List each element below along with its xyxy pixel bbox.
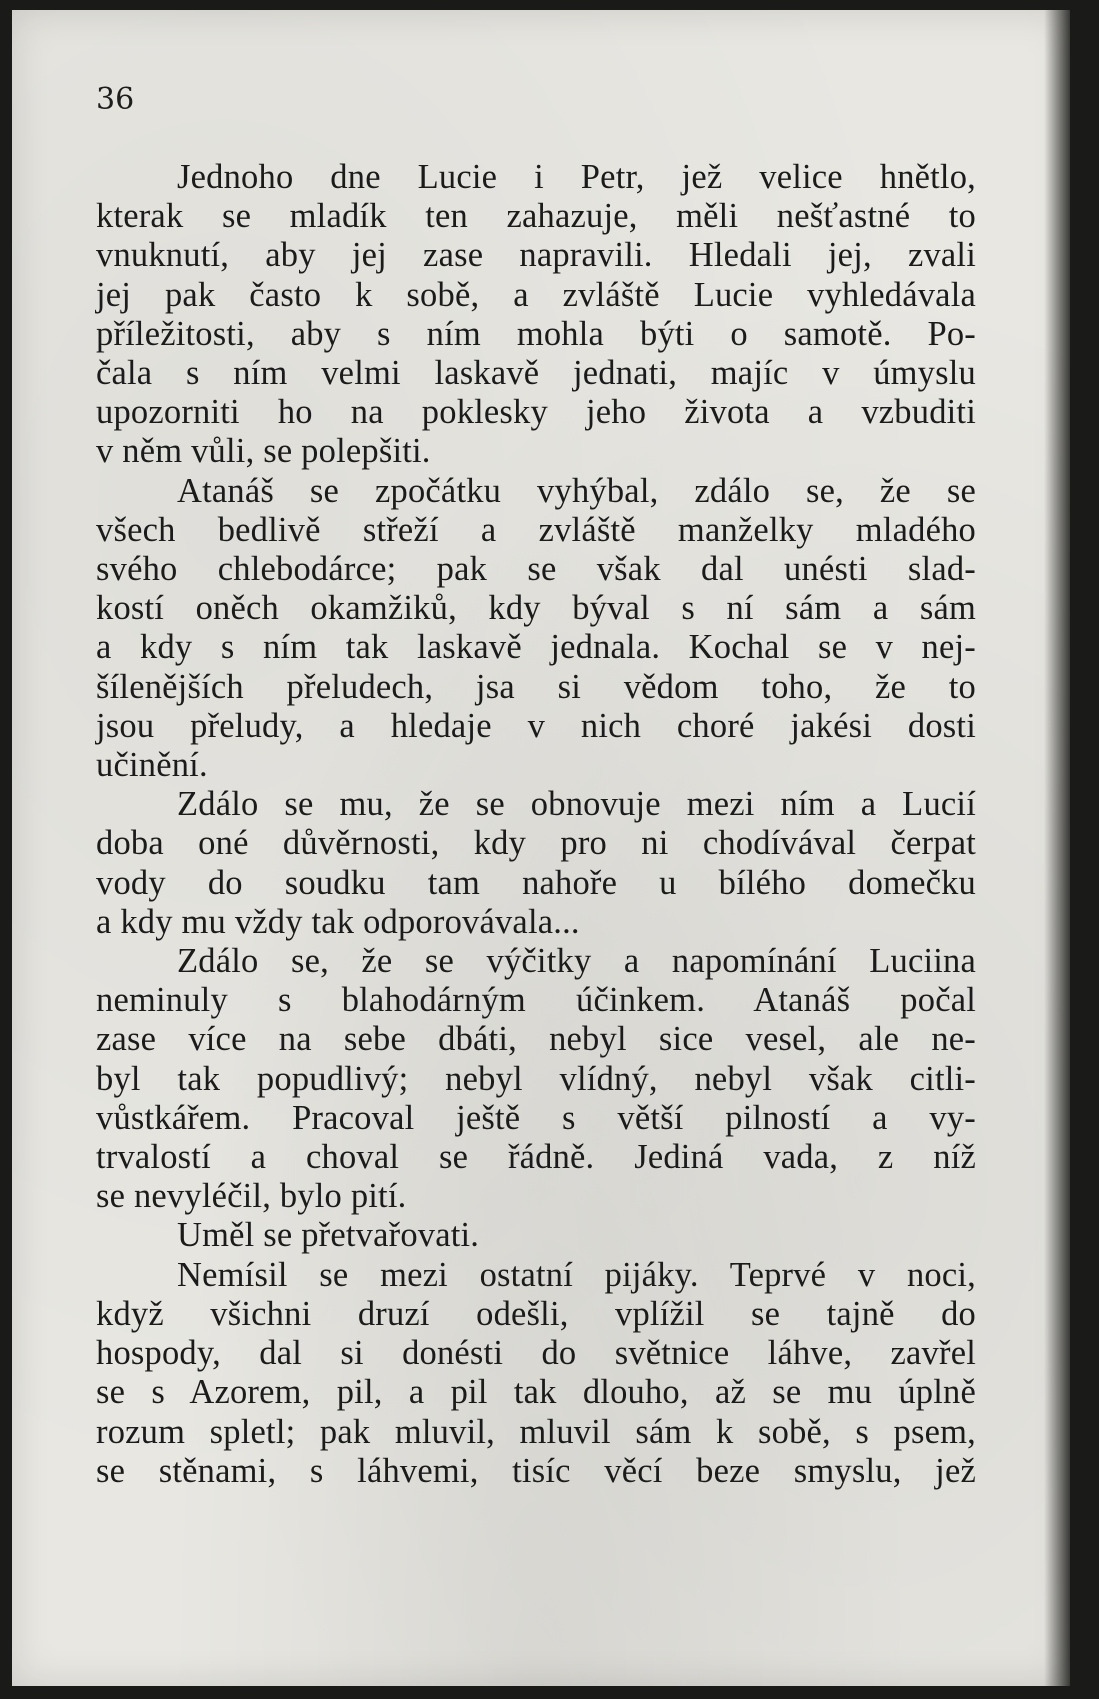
text-line: kostí oněch okamžiků, kdy býval s ní sám a sám <box>96 589 976 628</box>
text-line: se stěnami, s láhvemi, tisíc věcí beze smyslu, jež <box>96 1451 976 1490</box>
text-line: šílenějších přeludech, jsa si vědom toho, že to <box>96 667 976 706</box>
paragraph <box>96 472 976 786</box>
text-line: jej pak často k sobě, a zvláště Lucie vyhledávala <box>96 275 976 314</box>
text-line: v něm vůli, se polepšiti. <box>96 432 431 471</box>
text-line: Zdálo se mu, že se obnovuje mezi ním a Lucií <box>177 785 976 824</box>
text-line: se s Azorem, pil, a pil tak dlouho, až se mu úplně <box>96 1373 976 1412</box>
text-line: doba oné důvěrnosti, kdy pro ni chodívával čerpat <box>96 824 976 863</box>
page-body-text <box>96 158 976 1491</box>
text-line: jsou přeludy, a hledaje v nich choré jakési dosti <box>96 706 976 745</box>
paragraph <box>96 1216 976 1255</box>
text-line: Zdálo se, že se výčitky a napomínání Luciina <box>177 942 976 981</box>
page-number: 36 <box>96 82 135 117</box>
text-line: zase více na sebe dbáti, nebyl sice vesel, ale ne- <box>96 1020 976 1059</box>
paragraph <box>96 785 976 942</box>
text-line: čala s ním velmi laskavě jednati, majíc v úmyslu <box>96 354 976 393</box>
page-edge-shadow <box>1044 10 1070 1686</box>
text-line: neminuly s blahodárným účinkem. Atanáš počal <box>96 981 976 1020</box>
text-line: svého chlebodárce; pak se však dal unésti slad- <box>96 550 976 589</box>
text-line: rozum spletl; pak mluvil, mluvil sám k sobě, s psem, <box>96 1412 976 1451</box>
text-line: všech bedlivě střeží a zvláště manželky mladého <box>96 510 976 549</box>
text-line: vnuknutí, aby jej zase napravili. Hledali jej, zvali <box>96 236 976 275</box>
text-line: upozorniti ho na poklesky jeho života a vzbuditi <box>96 393 976 432</box>
text-line: Uměl se přetvařovati. <box>177 1216 480 1255</box>
paragraph <box>96 158 976 472</box>
text-line: vůstkářem. Pracoval ještě s větší pilností a vy- <box>96 1098 976 1137</box>
text-line: kterak se mladík ten zahazuje, měli nešťastné to <box>96 197 976 236</box>
text-line: vody do soudku tam nahoře u bílého domečku <box>96 863 976 902</box>
text-line: trvalostí a choval se řádně. Jediná vada, z níž <box>96 1138 976 1177</box>
text-line: příležitosti, aby s ním mohla býti o samotě. Po- <box>96 314 976 353</box>
text-line: když všichni druzí odešli, vplížil se tajně do <box>96 1294 976 1333</box>
text-line: učinění. <box>96 746 208 785</box>
text-line: Jednoho dne Lucie i Petr, jež velice hnětlo, <box>177 158 976 196</box>
text-line: Nemísil se mezi ostatní pijáky. Teprvé v noci, <box>177 1255 976 1294</box>
text-line: a kdy s ním tak laskavě jednala. Kochal se v nej- <box>96 628 976 667</box>
book-page <box>12 10 1070 1686</box>
text-line: hospody, dal si donésti do světnice láhve, zavřel <box>96 1334 976 1373</box>
paragraph <box>96 942 976 1216</box>
text-line: a kdy mu vždy tak odporovávala... <box>96 902 580 941</box>
text-line: byl tak popudlivý; nebyl vlídný, nebyl však citli- <box>96 1059 976 1098</box>
text-line: se nevyléčil, bylo pití. <box>96 1177 407 1216</box>
paragraph <box>96 1256 976 1491</box>
text-line: Atanáš se zpočátku vyhýbal, zdálo se, že se <box>177 471 976 510</box>
